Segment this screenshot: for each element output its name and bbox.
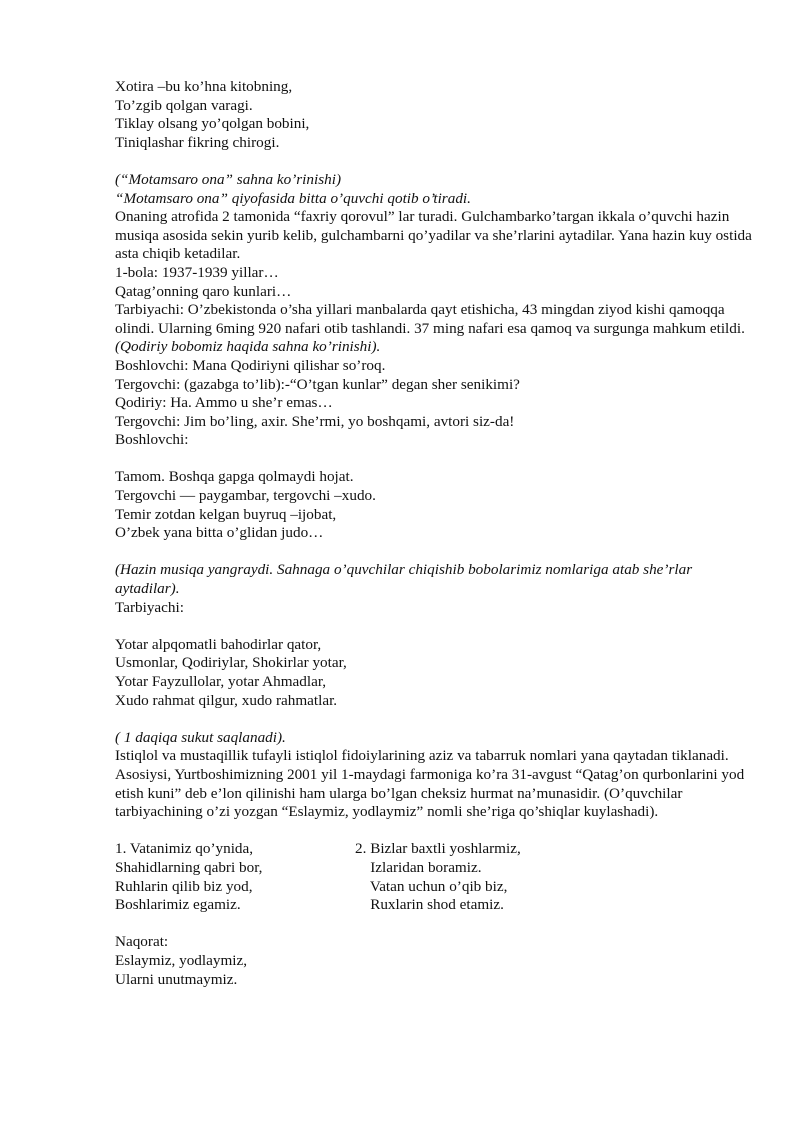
verse-line: 2. Bizlar baxtli yoshlarmiz, [355, 840, 521, 858]
poem-line: To’zgib qolgan varagi. [115, 96, 253, 114]
dialogue-line: Qodiriy: Ha. Ammo u she’r emas… [115, 394, 333, 412]
verse-line: Ruxlarin shod etamiz. [355, 896, 504, 914]
verse-line: 1. Vatanimiz qo’ynida, [115, 840, 254, 858]
chorus-line: Naqorat: [115, 933, 169, 951]
paragraph: Onaning atrofida 2 tamonida “faxriy qorovul” lar turadi. Gulchambarko’targan ikkala o’quvchi hazin musiqa asosida sekin yurib kelib, gulchambarni qo’yadilar va she’rlarini aytadilar. Yana hazin kuy ostida asta chiqib ketadilar. [115, 208, 752, 263]
stage-direction: “Motamsaro ona” qiyofasida bitta o’quvchi qotib o’tiradi. [115, 189, 471, 207]
spacer [115, 543, 755, 562]
document-page [115, 78, 755, 989]
poem-line: Xotira –bu ko’hna kitobning, [115, 78, 293, 95]
poem-line: O’zbek yana bitta o’glidan judo… [115, 524, 324, 542]
poem-line: Xudo rahmat qilgur, xudo rahmatlar. [115, 691, 338, 709]
speaker-line: Qatag’onning qaro kunlari… [115, 282, 292, 300]
chorus [115, 933, 755, 989]
song-verse-1 [115, 840, 262, 914]
verse-line: Boshlarimiz egamiz. [115, 896, 241, 914]
poem-line: Usmonlar, Qodiriylar, Shokirlar yotar, [115, 654, 347, 672]
poem-line: Tiklay olsang yo’qolgan bobini, [115, 115, 310, 133]
spacer [115, 450, 755, 469]
speaker-line: Tarbiyachi: [115, 598, 184, 616]
verse-line: Izlaridan boramiz. [355, 858, 482, 876]
speaker-line: 1-bola: 1937-1939 yillar… [115, 263, 279, 281]
paragraph: Istiqlol va mustaqillik tufayli istiqlol fidoiylarining aziz va tabarruk nomlari yana qaytadan tiklanadi. Asosiysi, Yurtboshimizning 2001 yil 1-maydagi farmoniga ko’ra 31-avgust “Qatag’on qurbonlarini yod etish kuni” deb e’lon qilinishi ham ularga bo’lgan cheksiz hurmat na’munasidir. (O’quvchilar tarbiyachining o’zi yozgan “Eslaymiz, yodlaymiz” nomli she’riga qo’shiqlar kuylashadi). [115, 747, 745, 821]
poem-line: Tamom. Boshqa gapga qolmaydi hojat. [115, 468, 354, 486]
poem-tergov [115, 468, 755, 542]
dialogue-line: Tergovchi: (gazabga to’lib):-“O’tgan kunlar” degan sher senikimi? [115, 375, 520, 393]
stage-direction-title: (Qodiriy bobomiz haqida sahna ko’rinishi). [115, 338, 381, 356]
song-verses [115, 840, 755, 914]
dialogue [115, 357, 755, 450]
spacer [115, 822, 755, 841]
chorus-line: Eslaymiz, yodlaymiz, [115, 951, 248, 969]
spacer [115, 617, 755, 636]
poem-line: Yotar alpqomatli bahodirlar qator, [115, 635, 322, 653]
paragraph: Tarbiyachi: O’zbekistonda o’sha yillari manbalarda qayt etishicha, 43 mingdan ziyod kishi qamoqqa olindi. Ularning 6ming 920 nafari otib tashlandi. 37 ming nafari esa qamoq va surgunga mahkum etildi. [115, 301, 745, 337]
dialogue-line: Boshlovchi: [115, 431, 189, 449]
verse-line: Ruhlarin qilib biz yod, [115, 877, 253, 895]
dialogue-line: Boshlovchi: Mana Qodiriyni qilishar so’roq. [115, 356, 386, 374]
verse-line: Vatan uchun o’qib biz, [355, 877, 508, 895]
opening-poem [115, 78, 755, 152]
dialogue-line: Tergovchi: Jim bo’ling, axir. She’rmi, yo boshqami, avtori siz-da! [115, 412, 515, 430]
spacer [115, 152, 755, 171]
stage-direction: (Hazin musiqa yangraydi. Sahnaga o’quvchilar chiqishib bobolarimiz nomlariga atab she’rlar aytadilar). [115, 561, 693, 598]
stage-direction-title: (“Motamsaro ona” sahna ko’rinishi) [115, 170, 341, 188]
spacer [115, 915, 755, 934]
spacer [115, 710, 755, 729]
chorus-line: Ularni unutmaymiz. [115, 970, 238, 988]
poem-line: Temir zotdan kelgan buyruq –ijobat, [115, 505, 337, 523]
poem-line: Tergovchi — paygambar, tergovchi –xudo. [115, 487, 376, 505]
poem-line: Yotar Fayzullolar, yotar Ahmadlar, [115, 673, 327, 690]
poem-line: Tiniqlashar fikring chirogi. [115, 133, 280, 151]
verse-line: Shahidlarning qabri bor, [115, 858, 263, 876]
song-verse-2 [355, 840, 521, 914]
stage-direction: ( 1 daqiqa sukut saqlanadi). [115, 728, 286, 746]
poem-bahodirlar [115, 636, 755, 710]
